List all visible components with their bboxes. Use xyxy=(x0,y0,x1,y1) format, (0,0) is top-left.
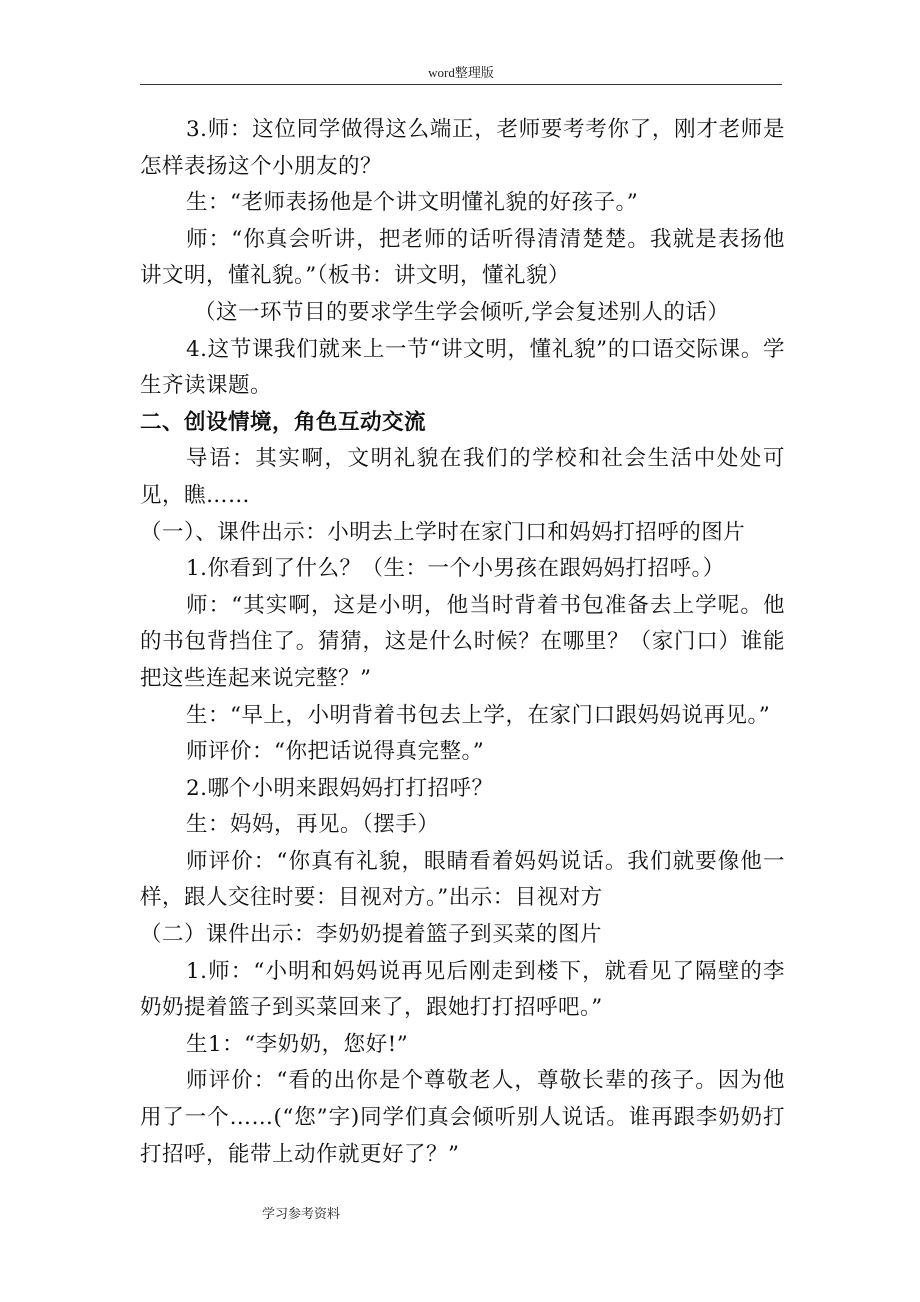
section-heading: 二、创设情境，角色互动交流 xyxy=(140,409,427,435)
paragraph: 生1：“李奶奶，您好!” xyxy=(186,1031,409,1057)
paragraph: 2.哪个小明来跟妈妈打打招呼？ xyxy=(186,775,494,801)
paragraph: 1.师：“小明和妈妈说再见后刚走到楼下，就看见了隔壁的李奶奶提着篮子到买菜回来了，跟她打打招呼吧。” xyxy=(140,958,785,1021)
paragraph: 3.师：这位同学做得这么端正，老师要考考你了，刚才老师是怎样表扬这个小朋友的？ xyxy=(140,117,785,179)
paragraph: 导语：其实啊，文明礼貌在我们的学校和社会生活中处处可见，瞧…… xyxy=(140,446,785,508)
page-header: word整理版 xyxy=(428,65,494,80)
page-footer: 学习参考资料 xyxy=(262,1207,341,1222)
paragraph: 师：“其实啊，这是小明，他当时背着书包准备去上学呢。他的书包背挡住了。猜猜，这是什么时候？在哪里？（家门口）谁能把这些连起来说完整？” xyxy=(140,592,785,691)
paragraph: 4.这节课我们就来上一节“讲文明，懂礼貌”的口语交际课。学生齐读课题。 xyxy=(140,336,785,399)
paragraph: 师评价：“你真有礼貌，眼睛看着妈妈说话。我们就要像他一样，跟人交往时要：目视对方。”出示：目视对方 xyxy=(140,848,785,911)
subsection-heading: （二）课件出示：李奶奶提着篮子到买菜的图片 xyxy=(140,922,603,948)
subsection-heading: （一）、课件出示：小明去上学时在家门口和妈妈打招呼的图片 xyxy=(140,519,746,545)
document-body xyxy=(140,112,785,1173)
paragraph: 师：“你真会听讲，把老师的话听得清清楚楚。我就是表扬他讲文明，懂礼貌。”（板书：讲文明，懂礼貌） xyxy=(140,226,785,289)
paragraph: 1.你看到了什么？（生：一个小男孩在跟妈妈打招呼。） xyxy=(186,556,725,582)
paragraph: 师评价：“看的出你是个尊敬老人，尊敬长辈的孩子。因为他用了一个……(“您”字)同学们真会倾听别人说话。谁再跟李奶奶打打招呼，能带上动作就更好了？” xyxy=(140,1068,785,1167)
header-divider xyxy=(140,84,782,85)
paragraph: 生：“早上，小明背着书包去上学，在家门口跟妈妈说再见。” xyxy=(186,702,771,728)
paragraph: 生：“老师表扬他是个讲文明懂礼貌的好孩子。” xyxy=(186,190,639,216)
paragraph: 生：妈妈，再见。（摆手） xyxy=(186,812,440,838)
paragraph-note: （这一环节目的要求学生学会倾听,学会复述别人的话） xyxy=(194,299,730,325)
paragraph: 师评价：“你把话说得真完整。” xyxy=(186,739,485,765)
